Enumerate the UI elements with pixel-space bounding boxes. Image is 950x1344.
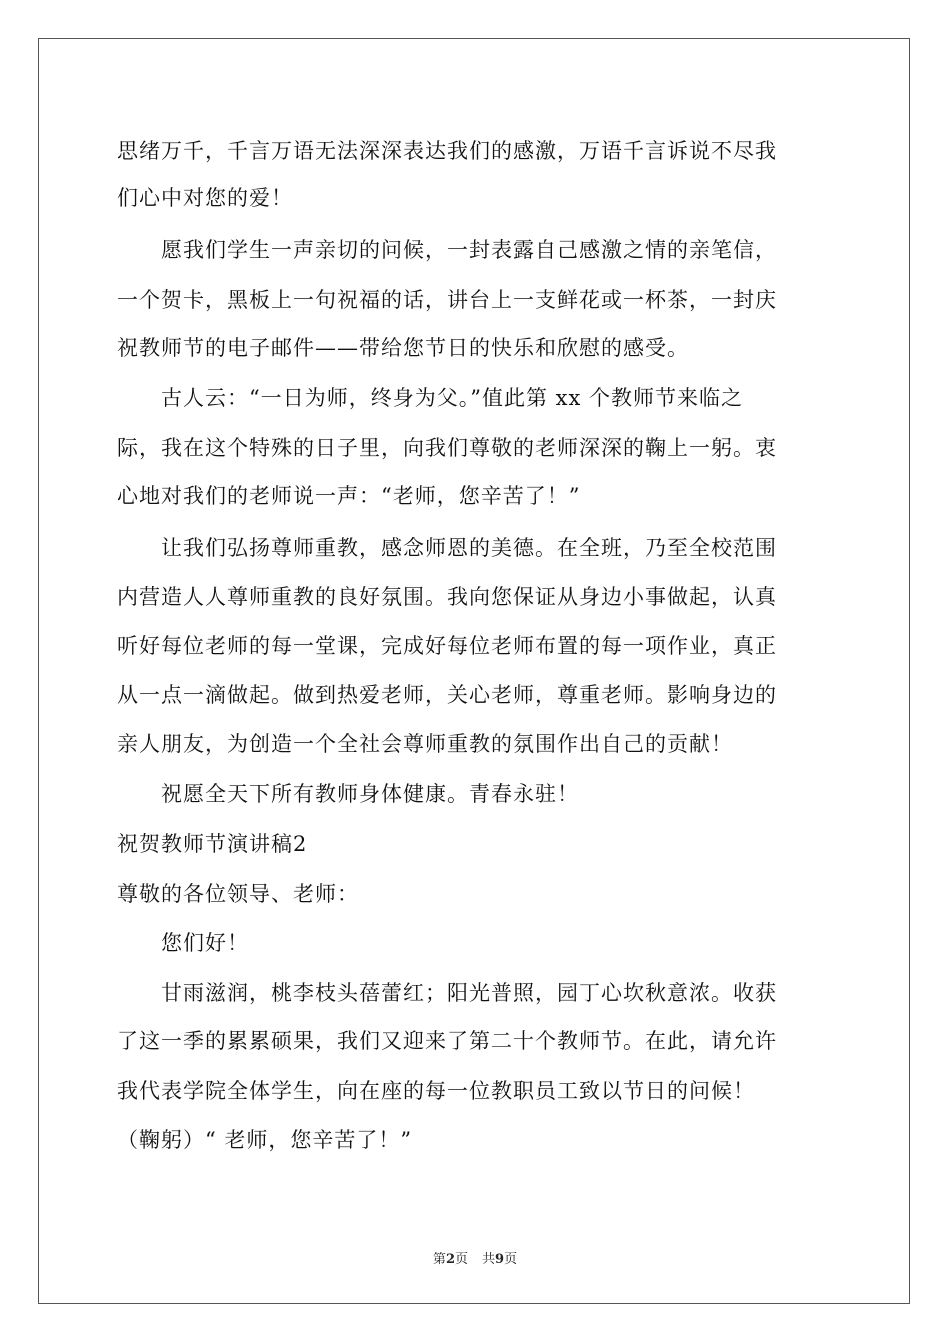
page-suffix: 页	[454, 1252, 468, 1267]
text-line-14: 祝愿全天下所有教师身体健康。青春永驻！	[161, 782, 579, 806]
text-line-10: 内营造人人尊师重教的良好氛围。我向您保证从身边小事做起，认真	[117, 585, 777, 609]
text-line-8: 心地对我们的老师说一声：“老师，您辛苦了！”	[117, 484, 581, 508]
salutation: 尊敬的各位领导、老师：	[117, 882, 359, 906]
total-prefix: 共	[482, 1252, 496, 1267]
text-line-6: 古人云：“一日为师，终身为父。”值此第 xx 个教师节来临之	[161, 386, 744, 410]
text-line-5: 祝教师节的电子邮件——带给您节日的快乐和欣慰的感受。	[117, 336, 689, 360]
page-prefix: 第	[432, 1252, 446, 1267]
text-line-18: 甘雨滋润，桃李枝头蓓蕾红；阳光普照，园丁心坎秋意浓。收获	[161, 981, 777, 1005]
page-number: 2	[445, 1252, 455, 1267]
text-line-11: 听好每位老师的每一堂课，完成好每位老师布置的每一项作业，真正	[117, 634, 777, 658]
page-footer	[0, 1248, 950, 1267]
text-line-19: 了这一季的累累硕果，我们又迎来了第二十个教师节。在此，请允许	[117, 1029, 777, 1053]
text-line-12: 从一点一滴做起。做到热爱老师，关心老师，尊重老师。影响身边的	[117, 683, 777, 707]
greeting: 您们好！	[161, 931, 249, 955]
page-total: 9	[495, 1252, 505, 1267]
text-line-4: 一个贺卡，黑板上一句祝福的话，讲台上一支鲜花或一杯茶，一封庆	[117, 288, 777, 312]
text-line-9: 让我们弘扬尊师重教，感念师恩的美德。在全班，乃至全校范围	[161, 536, 777, 560]
text-line-2: 们心中对您的爱！	[117, 186, 293, 210]
text-line-21: （鞠躬）“ 老师，您辛苦了！”	[117, 1128, 413, 1152]
text-line-13: 亲人朋友，为创造一个全社会尊师重教的氛围作出自己的贡献！	[117, 732, 733, 756]
page-border	[38, 38, 910, 1304]
text-line-1: 思绪万千，千言万语无法深深表达我们的感激，万语千言诉说不尽我	[117, 139, 777, 163]
text-line-20: 我代表学院全体学生，向在座的每一位教职员工致以节日的问候！	[117, 1079, 755, 1103]
section-heading: 祝贺教师节演讲稿2	[117, 832, 308, 856]
total-suffix: 页	[504, 1252, 518, 1267]
text-line-3: 愿我们学生一声亲切的问候，一封表露自己感激之情的亲笔信，	[161, 238, 777, 262]
text-line-7: 际，我在这个特殊的日子里，向我们尊敬的老师深深的鞠上一躬。衷	[117, 436, 777, 460]
